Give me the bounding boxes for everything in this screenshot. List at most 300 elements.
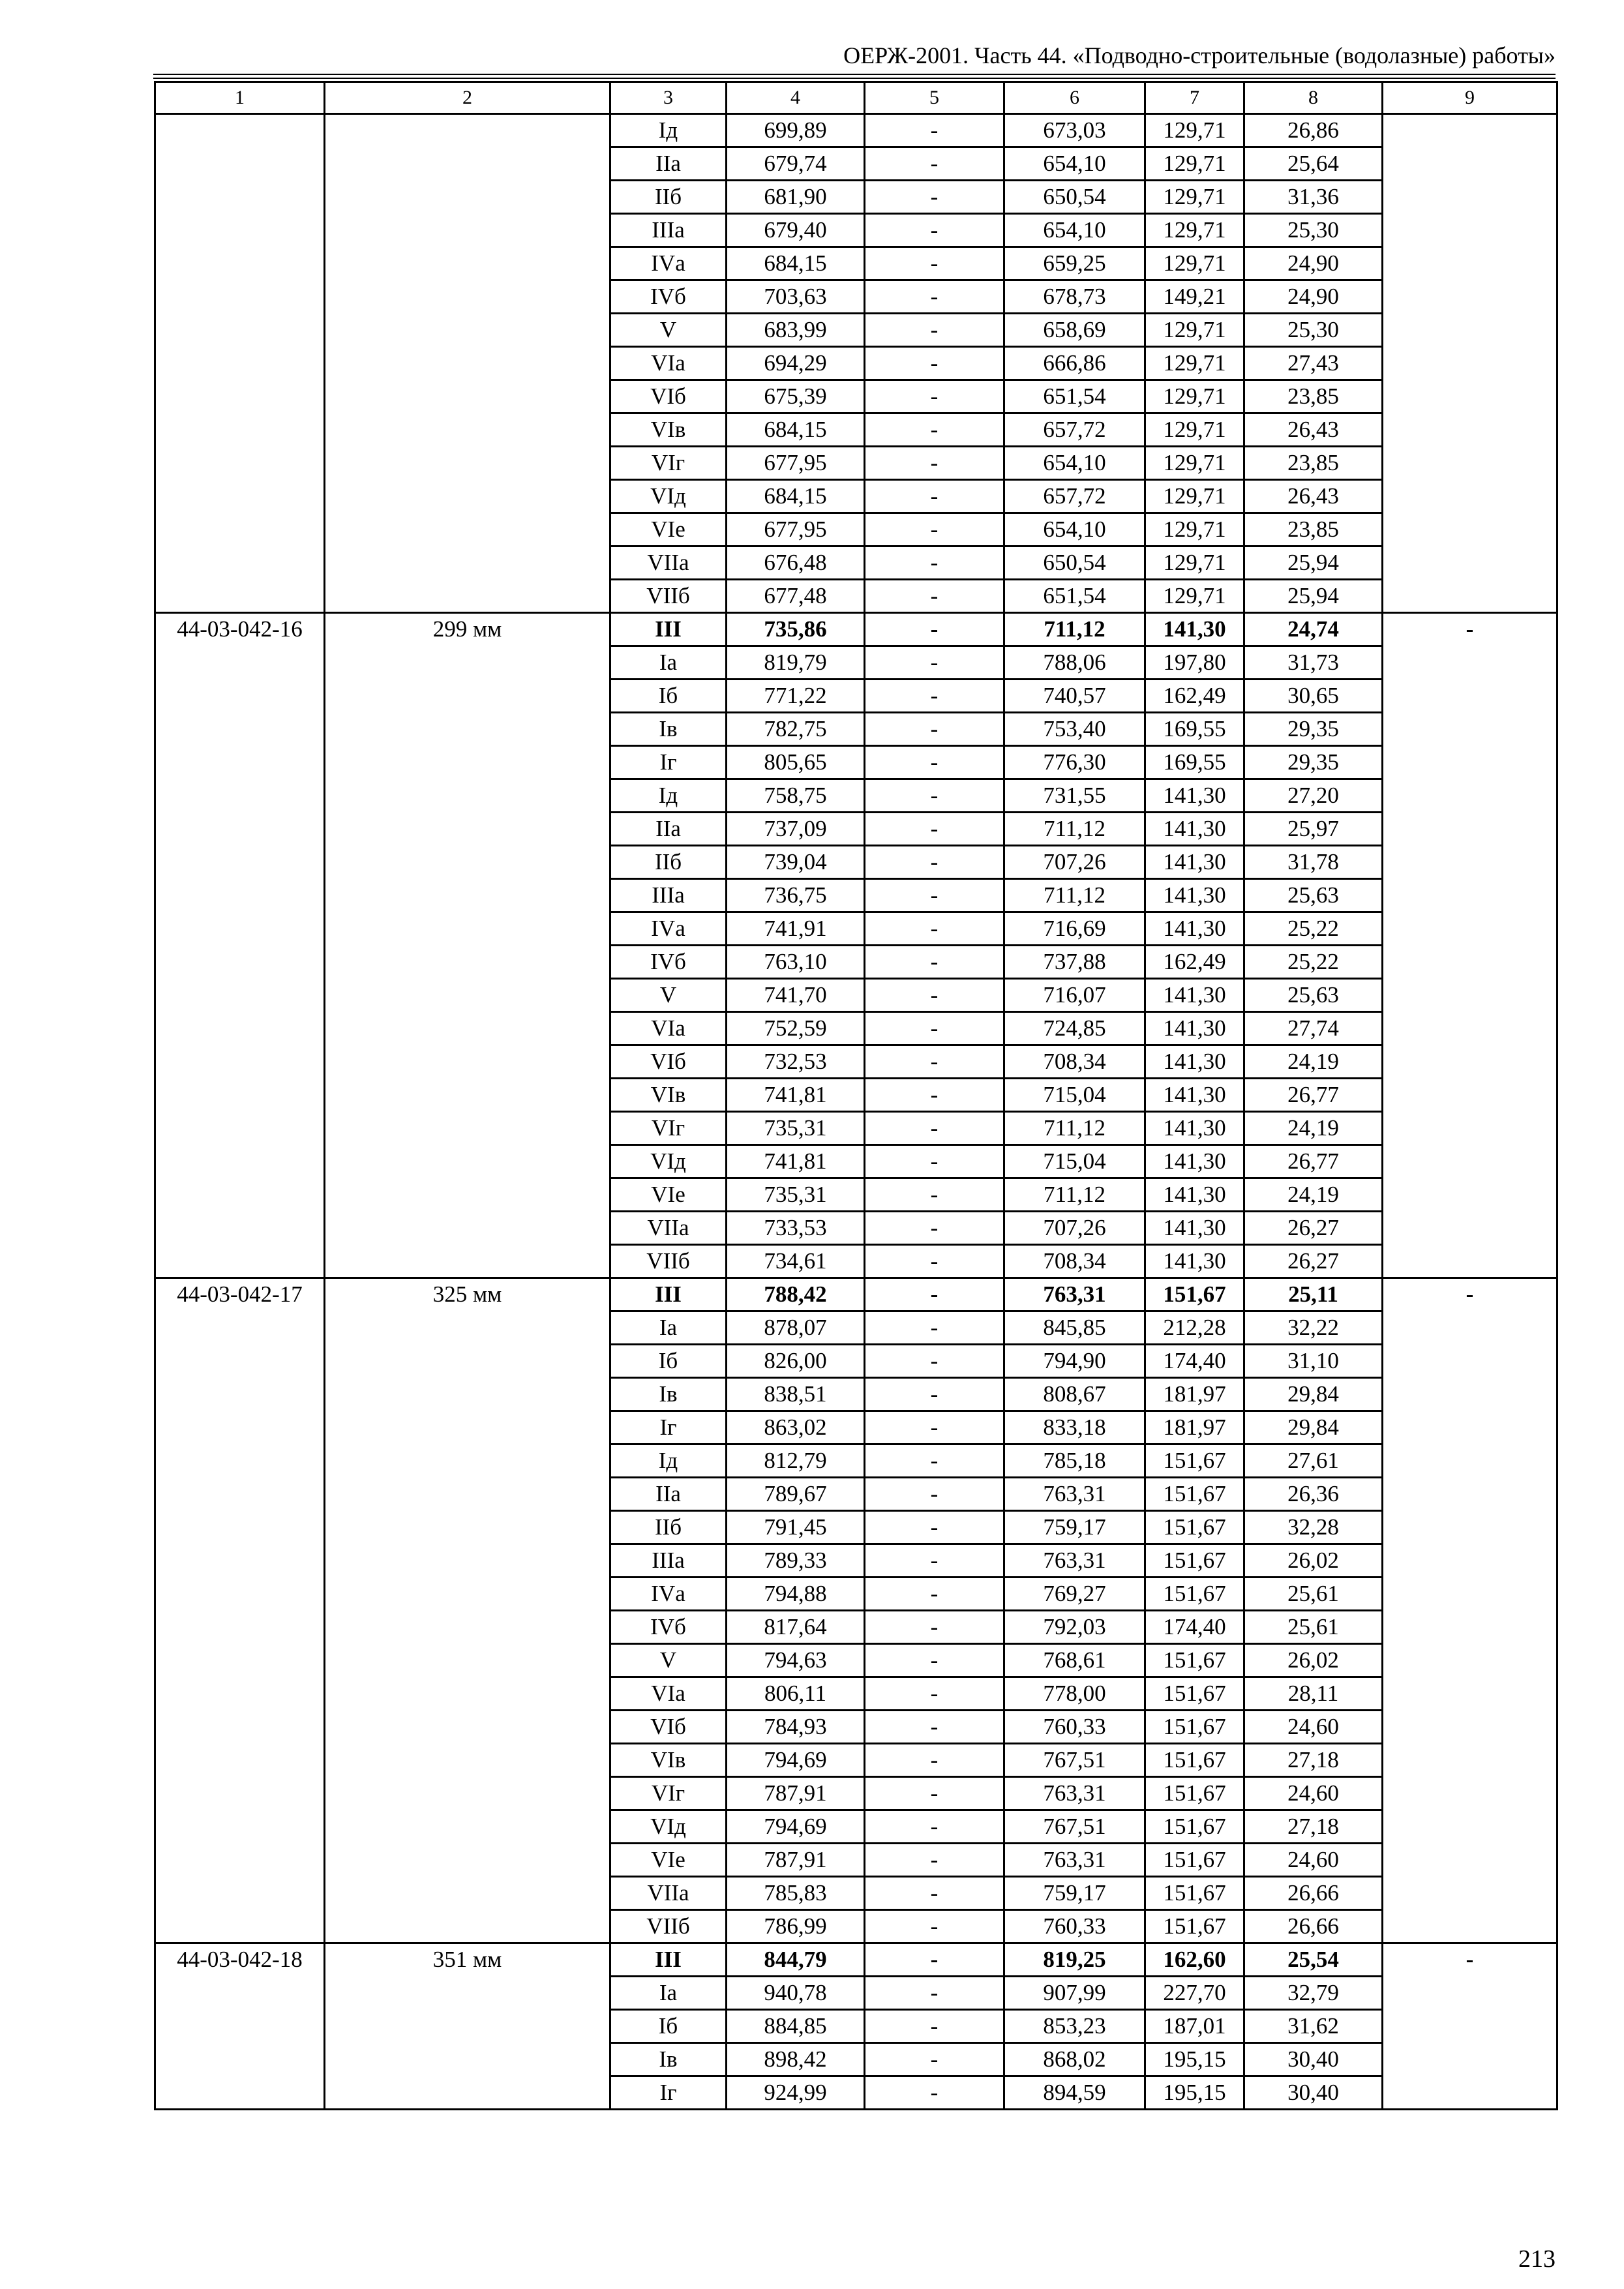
col8-cell: 24,90	[1244, 247, 1383, 280]
col7-cell: 141,30	[1145, 1178, 1244, 1212]
col6-cell: 711,12	[1004, 813, 1145, 846]
class-cell: VIг	[610, 1112, 727, 1145]
col8-cell: 26,43	[1244, 480, 1383, 513]
col5-cell: -	[865, 713, 1004, 746]
total-cost-cell: 819,79	[727, 646, 865, 680]
col5-cell: -	[865, 1644, 1004, 1677]
col6-cell: 767,51	[1004, 1810, 1145, 1844]
total-cost-cell: 684,15	[727, 413, 865, 447]
class-cell: V	[610, 314, 727, 347]
col8-cell: 25,94	[1244, 546, 1383, 580]
col6-cell: 654,10	[1004, 447, 1145, 480]
class-cell: VIа	[610, 1677, 727, 1711]
column-number: 3	[610, 82, 727, 114]
col7-cell: 129,71	[1145, 247, 1244, 280]
col8-cell: 25,22	[1244, 912, 1383, 946]
col8-cell: 23,85	[1244, 447, 1383, 480]
total-cost-cell: 924,99	[727, 2076, 865, 2110]
col6-cell: 763,31	[1004, 1278, 1145, 1311]
col8-cell: 26,02	[1244, 1544, 1383, 1578]
total-cost-cell: 684,15	[727, 247, 865, 280]
total-cost-cell: 884,85	[727, 2010, 865, 2043]
col7-cell: 149,21	[1145, 280, 1244, 314]
col8-cell: 25,61	[1244, 1578, 1383, 1611]
col5-cell: -	[865, 946, 1004, 979]
total-cost-cell: 805,65	[727, 746, 865, 779]
col7-cell: 129,71	[1145, 147, 1244, 181]
col8-cell: 25,97	[1244, 813, 1383, 846]
total-cost-cell: 675,39	[727, 380, 865, 413]
col5-cell: -	[865, 1810, 1004, 1844]
total-cost-cell: 733,53	[727, 1212, 865, 1245]
col7-cell: 151,67	[1145, 1478, 1244, 1511]
total-cost-cell: 787,91	[727, 1777, 865, 1810]
col8-cell: 26,77	[1244, 1145, 1383, 1178]
col7-cell: 141,30	[1145, 846, 1244, 879]
table-row	[155, 1278, 1557, 1311]
class-cell: III	[610, 613, 727, 646]
class-cell: VIд	[610, 1145, 727, 1178]
rate-code-cell: 44-03-042-17	[155, 1278, 325, 1943]
col6-cell: 776,30	[1004, 746, 1145, 779]
col7-cell: 129,71	[1145, 447, 1244, 480]
class-cell: IIIа	[610, 214, 727, 247]
column-number: 9	[1383, 82, 1557, 114]
class-cell: IVа	[610, 912, 727, 946]
col7-cell: 141,30	[1145, 1112, 1244, 1145]
pipe-size-cell: 325 мм	[325, 1278, 610, 1943]
header-rule-bottom	[153, 78, 1556, 79]
col5-cell: -	[865, 1511, 1004, 1544]
col8-cell: 27,18	[1244, 1744, 1383, 1777]
col8-cell: 31,36	[1244, 181, 1383, 214]
col5-cell: -	[865, 1877, 1004, 1910]
col6-cell: 763,31	[1004, 1777, 1145, 1810]
col8-cell: 25,11	[1244, 1278, 1383, 1311]
total-cost-cell: 681,90	[727, 181, 865, 214]
col5-cell: -	[865, 1711, 1004, 1744]
class-cell: VIв	[610, 1079, 727, 1112]
total-cost-cell: 676,48	[727, 546, 865, 580]
total-cost-cell: 694,29	[727, 347, 865, 380]
col8-cell: 31,62	[1244, 2010, 1383, 2043]
col6-cell: 708,34	[1004, 1045, 1145, 1079]
col6-cell: 845,85	[1004, 1311, 1145, 1345]
col7-cell: 151,67	[1145, 1578, 1244, 1611]
class-cell: IVб	[610, 280, 727, 314]
col6-cell: 808,67	[1004, 1378, 1145, 1411]
col7-cell: 169,55	[1145, 713, 1244, 746]
col7-cell: 162,49	[1145, 680, 1244, 713]
header-rule-top	[153, 74, 1556, 75]
col6-cell: 678,73	[1004, 280, 1145, 314]
table-body	[155, 114, 1557, 2110]
col6-cell: 657,72	[1004, 480, 1145, 513]
col5-cell: -	[865, 280, 1004, 314]
col8-cell: 29,84	[1244, 1378, 1383, 1411]
total-cost-cell: 677,95	[727, 447, 865, 480]
col5-cell: -	[865, 1212, 1004, 1245]
col8-cell: 25,22	[1244, 946, 1383, 979]
col7-cell: 151,67	[1145, 1544, 1244, 1578]
col6-cell: 711,12	[1004, 879, 1145, 912]
rates-table	[154, 81, 1558, 2110]
col6-cell: 767,51	[1004, 1744, 1145, 1777]
col6-cell: 654,10	[1004, 214, 1145, 247]
col8-cell: 30,65	[1244, 680, 1383, 713]
col8-cell: 26,36	[1244, 1478, 1383, 1511]
total-cost-cell: 838,51	[727, 1378, 865, 1411]
col5-cell: -	[865, 779, 1004, 813]
col8-cell: 26,27	[1244, 1212, 1383, 1245]
class-cell: VIд	[610, 480, 727, 513]
class-cell: VIб	[610, 1711, 727, 1744]
col8-cell: 26,66	[1244, 1910, 1383, 1943]
total-cost-cell: 703,63	[727, 280, 865, 314]
col5-cell: -	[865, 1744, 1004, 1777]
total-cost-cell: 844,79	[727, 1943, 865, 1977]
class-cell: Iа	[610, 646, 727, 680]
class-cell: Iв	[610, 713, 727, 746]
col6-cell: 651,54	[1004, 380, 1145, 413]
col5-cell: -	[865, 813, 1004, 846]
col5-cell: -	[865, 1478, 1004, 1511]
total-cost-cell: 736,75	[727, 879, 865, 912]
col6-cell: 794,90	[1004, 1345, 1145, 1378]
class-cell: IVа	[610, 247, 727, 280]
col8-cell: 24,74	[1244, 613, 1383, 646]
col8-cell: 24,19	[1244, 1112, 1383, 1145]
col6-cell: 711,12	[1004, 613, 1145, 646]
col7-cell: 151,67	[1145, 1844, 1244, 1877]
class-cell: Iг	[610, 746, 727, 779]
class-cell: VIIб	[610, 1245, 727, 1278]
class-cell: Iб	[610, 1345, 727, 1378]
col8-cell: 25,30	[1244, 214, 1383, 247]
col6-cell: 716,69	[1004, 912, 1145, 946]
col6-cell: 785,18	[1004, 1444, 1145, 1478]
page-header-title: ОЕРЖ-2001. Часть 44. «Подводно-строительные (водолазные) работы»	[843, 42, 1556, 68]
col7-cell: 151,67	[1145, 1910, 1244, 1943]
rate-code-cell	[155, 114, 325, 613]
rate-code-cell: 44-03-042-16	[155, 613, 325, 1278]
class-cell: IIIа	[610, 879, 727, 912]
col5-cell: -	[865, 879, 1004, 912]
col6-cell: 659,25	[1004, 247, 1145, 280]
total-cost-cell: 786,99	[727, 1910, 865, 1943]
col6-cell: 654,10	[1004, 147, 1145, 181]
col8-cell: 25,61	[1244, 1611, 1383, 1644]
col7-cell: 129,71	[1145, 580, 1244, 613]
total-cost-cell: 741,81	[727, 1145, 865, 1178]
col5-cell: -	[865, 147, 1004, 181]
total-cost-cell: 817,64	[727, 1611, 865, 1644]
col5-cell: -	[865, 2076, 1004, 2110]
total-cost-cell: 784,93	[727, 1711, 865, 1744]
pipe-size-cell: 351 мм	[325, 1943, 610, 2110]
col6-cell: 763,31	[1004, 1544, 1145, 1578]
total-cost-cell: 741,91	[727, 912, 865, 946]
col7-cell: 181,97	[1145, 1411, 1244, 1444]
col6-cell: 673,03	[1004, 114, 1145, 147]
col5-cell: -	[865, 1345, 1004, 1378]
total-cost-cell: 737,09	[727, 813, 865, 846]
total-cost-cell: 741,81	[727, 1079, 865, 1112]
col6-cell: 753,40	[1004, 713, 1145, 746]
total-cost-cell: 785,83	[727, 1877, 865, 1910]
col5-cell: -	[865, 1278, 1004, 1311]
col7-cell: 151,67	[1145, 1877, 1244, 1910]
col8-cell: 25,63	[1244, 879, 1383, 912]
column-number: 6	[1004, 82, 1145, 114]
total-cost-cell: 794,88	[727, 1578, 865, 1611]
class-cell: Iа	[610, 1977, 727, 2010]
col5-cell: -	[865, 1145, 1004, 1178]
total-cost-cell: 699,89	[727, 114, 865, 147]
col8-cell: 25,54	[1244, 1943, 1383, 1977]
total-cost-cell: 758,75	[727, 779, 865, 813]
col8-cell: 31,78	[1244, 846, 1383, 879]
col6-cell: 707,26	[1004, 846, 1145, 879]
total-cost-cell: 732,53	[727, 1045, 865, 1079]
total-cost-cell: 898,42	[727, 2043, 865, 2076]
col7-cell: 162,60	[1145, 1943, 1244, 1977]
col8-cell: 26,66	[1244, 1877, 1383, 1910]
col8-cell: 26,27	[1244, 1245, 1383, 1278]
class-cell: VIе	[610, 1844, 727, 1877]
col6-cell: 716,07	[1004, 979, 1145, 1012]
col8-cell: 24,60	[1244, 1777, 1383, 1810]
col8-cell: 23,85	[1244, 380, 1383, 413]
col7-cell: 151,67	[1145, 1278, 1244, 1311]
col7-cell: 141,30	[1145, 613, 1244, 646]
col5-cell: -	[865, 1943, 1004, 1977]
total-cost-cell: 739,04	[727, 846, 865, 879]
col8-cell: 30,40	[1244, 2076, 1383, 2110]
col6-cell: 792,03	[1004, 1611, 1145, 1644]
col5-cell: -	[865, 181, 1004, 214]
col6-cell: 853,23	[1004, 2010, 1145, 2043]
col5-cell: -	[865, 380, 1004, 413]
col6-cell: 715,04	[1004, 1079, 1145, 1112]
col8-cell: 32,28	[1244, 1511, 1383, 1544]
col6-cell: 778,00	[1004, 1677, 1145, 1711]
class-cell: VIг	[610, 447, 727, 480]
total-cost-cell: 679,40	[727, 214, 865, 247]
class-cell: VIб	[610, 1045, 727, 1079]
pipe-size-cell	[325, 114, 610, 613]
column-number: 8	[1244, 82, 1383, 114]
col6-cell: 759,17	[1004, 1877, 1145, 1910]
class-cell: VIв	[610, 1744, 727, 1777]
page-number: 213	[1518, 2245, 1556, 2273]
col8-cell: 32,22	[1244, 1311, 1383, 1345]
col8-cell: 27,43	[1244, 347, 1383, 380]
col5-cell: -	[865, 480, 1004, 513]
class-cell: IIа	[610, 1478, 727, 1511]
class-cell: IIб	[610, 181, 727, 214]
col7-cell: 129,71	[1145, 380, 1244, 413]
col8-cell: 31,10	[1244, 1345, 1383, 1378]
col8-cell: 29,35	[1244, 746, 1383, 779]
col5-cell: -	[865, 2043, 1004, 2076]
pipe-size-cell: 299 мм	[325, 613, 610, 1278]
col6-cell: 666,86	[1004, 347, 1145, 380]
col5-cell: -	[865, 1677, 1004, 1711]
col7-cell: 151,67	[1145, 1444, 1244, 1478]
col7-cell: 187,01	[1145, 2010, 1244, 2043]
col5-cell: -	[865, 1578, 1004, 1611]
total-cost-cell: 735,31	[727, 1112, 865, 1145]
class-cell: VIг	[610, 1777, 727, 1810]
col6-cell: 737,88	[1004, 946, 1145, 979]
col5-cell: -	[865, 1178, 1004, 1212]
total-cost-cell: 679,74	[727, 147, 865, 181]
total-cost-cell: 878,07	[727, 1311, 865, 1345]
class-cell: IIб	[610, 846, 727, 879]
total-cost-cell: 734,61	[727, 1245, 865, 1278]
total-cost-cell: 771,22	[727, 680, 865, 713]
col8-cell: 26,02	[1244, 1644, 1383, 1677]
col7-cell: 141,30	[1145, 1012, 1244, 1045]
col8-cell: 27,61	[1244, 1444, 1383, 1478]
col8-cell: 25,30	[1244, 314, 1383, 347]
col8-cell: 24,60	[1244, 1711, 1383, 1744]
col5-cell: -	[865, 1112, 1004, 1145]
col6-cell: 907,99	[1004, 1977, 1145, 2010]
col8-cell: 28,11	[1244, 1677, 1383, 1711]
col8-cell: 29,35	[1244, 713, 1383, 746]
col6-cell: 658,69	[1004, 314, 1145, 347]
col8-cell: 24,60	[1244, 1844, 1383, 1877]
col5-cell: -	[865, 1611, 1004, 1644]
col6-cell: 894,59	[1004, 2076, 1145, 2110]
col5-cell: -	[865, 680, 1004, 713]
table-row	[155, 613, 1557, 646]
col7-cell: 174,40	[1145, 1345, 1244, 1378]
class-cell: IIб	[610, 1511, 727, 1544]
col5-cell: -	[865, 1012, 1004, 1045]
col7-cell: 129,71	[1145, 413, 1244, 447]
col7-cell: 151,67	[1145, 1677, 1244, 1711]
col7-cell: 129,71	[1145, 314, 1244, 347]
col5-cell: -	[865, 1079, 1004, 1112]
col5-cell: -	[865, 347, 1004, 380]
total-cost-cell: 735,86	[727, 613, 865, 646]
col7-cell: 197,80	[1145, 646, 1244, 680]
col7-cell: 129,71	[1145, 546, 1244, 580]
total-cost-cell: 677,48	[727, 580, 865, 613]
col6-cell: 740,57	[1004, 680, 1145, 713]
col6-cell: 768,61	[1004, 1644, 1145, 1677]
col7-cell: 129,71	[1145, 114, 1244, 147]
col6-cell: 760,33	[1004, 1711, 1145, 1744]
col5-cell: -	[865, 214, 1004, 247]
col5-cell: -	[865, 1544, 1004, 1578]
col6-cell: 650,54	[1004, 546, 1145, 580]
col5-cell: -	[865, 846, 1004, 879]
col8-cell: 27,20	[1244, 779, 1383, 813]
total-cost-cell: 752,59	[727, 1012, 865, 1045]
table-row	[155, 114, 1557, 147]
col6-cell: 707,26	[1004, 1212, 1145, 1245]
col8-cell: 27,74	[1244, 1012, 1383, 1045]
col5-cell: -	[865, 613, 1004, 646]
col5-cell: -	[865, 1777, 1004, 1810]
col7-cell: 227,70	[1145, 1977, 1244, 2010]
col7-cell: 151,67	[1145, 1777, 1244, 1810]
col5-cell: -	[865, 546, 1004, 580]
col7-cell: 141,30	[1145, 779, 1244, 813]
col6-cell: 760,33	[1004, 1910, 1145, 1943]
total-cost-cell: 787,91	[727, 1844, 865, 1877]
col6-cell: 833,18	[1004, 1411, 1145, 1444]
class-cell: Iд	[610, 1444, 727, 1478]
col7-cell: 141,30	[1145, 1079, 1244, 1112]
total-cost-cell: 684,15	[727, 480, 865, 513]
class-cell: Iд	[610, 779, 727, 813]
column-number: 2	[325, 82, 610, 114]
col6-cell: 763,31	[1004, 1478, 1145, 1511]
total-cost-cell: 741,70	[727, 979, 865, 1012]
total-cost-cell: 940,78	[727, 1977, 865, 2010]
table-row	[155, 1943, 1557, 1977]
total-cost-cell: 794,69	[727, 1744, 865, 1777]
class-cell: VIIа	[610, 546, 727, 580]
col5-cell: -	[865, 1444, 1004, 1478]
col7-cell: 141,30	[1145, 1045, 1244, 1079]
class-cell: VIв	[610, 413, 727, 447]
col5-cell: -	[865, 1378, 1004, 1411]
total-cost-cell: 812,79	[727, 1444, 865, 1478]
col8-cell: 25,64	[1244, 147, 1383, 181]
col7-cell: 141,30	[1145, 1245, 1244, 1278]
col6-cell: 731,55	[1004, 779, 1145, 813]
col5-cell: -	[865, 1245, 1004, 1278]
col8-cell: 27,18	[1244, 1810, 1383, 1844]
class-cell: VIе	[610, 513, 727, 546]
col8-cell: 26,77	[1244, 1079, 1383, 1112]
col6-cell: 657,72	[1004, 413, 1145, 447]
total-cost-cell: 735,31	[727, 1178, 865, 1212]
col7-cell: 141,30	[1145, 912, 1244, 946]
total-cost-cell: 789,67	[727, 1478, 865, 1511]
class-cell: IIа	[610, 147, 727, 181]
col6-cell: 708,34	[1004, 1245, 1145, 1278]
col7-cell: 129,71	[1145, 347, 1244, 380]
col7-cell: 174,40	[1145, 1611, 1244, 1644]
col5-cell: -	[865, 314, 1004, 347]
class-cell: Iб	[610, 2010, 727, 2043]
class-cell: VIд	[610, 1810, 727, 1844]
col6-cell: 650,54	[1004, 181, 1145, 214]
col5-cell: -	[865, 513, 1004, 546]
class-cell: VIIб	[610, 580, 727, 613]
total-cost-cell: 794,63	[727, 1644, 865, 1677]
class-cell: Iв	[610, 1378, 727, 1411]
class-cell: V	[610, 979, 727, 1012]
col7-cell: 181,97	[1145, 1378, 1244, 1411]
col6-cell: 763,31	[1004, 1844, 1145, 1877]
col7-cell: 141,30	[1145, 1212, 1244, 1245]
total-cost-cell: 794,69	[727, 1810, 865, 1844]
class-cell: VIIб	[610, 1910, 727, 1943]
col5-cell: -	[865, 979, 1004, 1012]
total-cost-cell: 683,99	[727, 314, 865, 347]
col5-cell: -	[865, 646, 1004, 680]
col7-cell: 141,30	[1145, 1145, 1244, 1178]
col9-cell: -	[1383, 1943, 1557, 2110]
